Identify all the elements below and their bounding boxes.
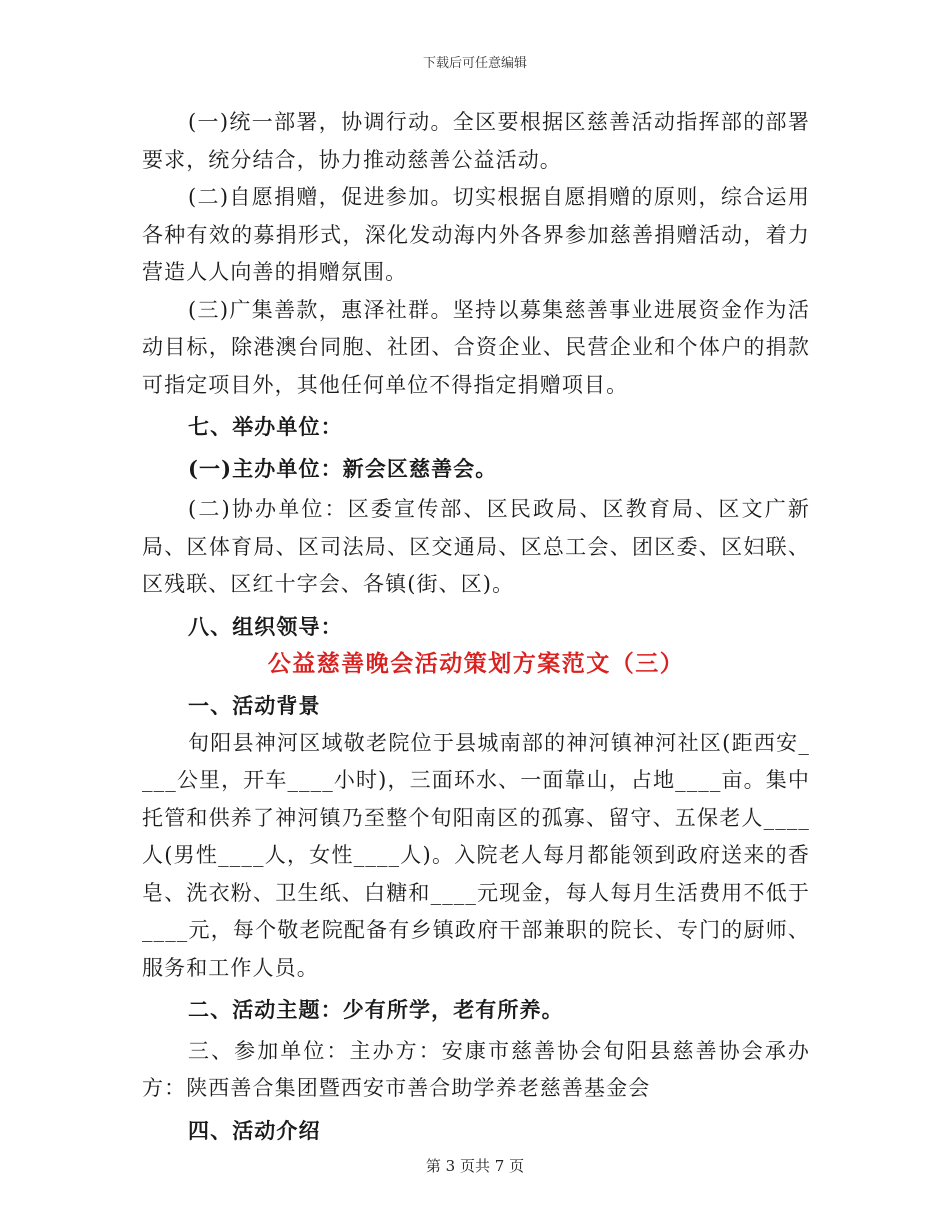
paragraph-co-organizers: (二)协办单位：区委宣传部、区民政局、区教育局、区文广新局、区体育局、区司法局、区交通局、区总工会、团区委、区妇联、区残联、区红十字会、各镇(街、区)。 (142, 497, 810, 596)
section-heading-background: 一、活动背景 (188, 693, 321, 718)
paragraph-background: 旬阳县神河区域敬老院位于县城南部的神河镇神河社区(距西安____公里，开车____小时)，三面环水、一面靠山，占地____亩。集中托管和供养了神河镇乃至整个旬阳南区的孤寡、留守、五保老人____人(男性____人，女性____人)。入院老人每月都能领到政府送来的香皂、洗衣粉、卫生纸、白糖和____元现金，每人每月生活费用不低于____元，每个敬老院配备有乡镇政府干部兼职的院长、专门的厨师、服务和工作人员。 (142, 730, 810, 980)
document-body (142, 104, 810, 1149)
paragraph-voluntary-donation: (二)自愿捐赠，促进参加。切实根据自愿捐赠的原则，综合运用各种有效的募捐形式，深化发动海内外各界参加慈善捐赠活动，着力营造人人向善的捐赠氛围。 (142, 185, 810, 284)
paragraph-participants: 三、参加单位：主办方：安康市慈善协会旬阳县慈善协会承办方：陕西善合集团暨西安市善合助学养老慈善基金会 (142, 1038, 810, 1100)
document-title: 公益慈善晚会活动策划方案范文（三） (267, 650, 685, 677)
paragraph-host-unit: (一)主办单位：新会区慈善会。 (188, 455, 498, 481)
paragraph-unified-deployment: (一)统一部署，协调行动。全区要根据区慈善活动指挥部的部署要求，统分结合，协力推动慈善公益活动。 (142, 110, 810, 172)
paragraph-fundraising: (三)广集善款，惠泽社群。坚持以募集慈善事业进展资金作为活动目标，除港澳台同胞、社团、合资企业、民营企业和个体户的捐款可指定项目外，其他任何单位不得指定捐赠项目。 (142, 297, 810, 397)
section-heading-organizers: 七、举办单位： (188, 414, 343, 439)
section-heading-theme: 二、活动主题：少有所学，老有所养。 (188, 997, 564, 1022)
section-heading-introduction: 四、活动介绍 (188, 1117, 321, 1143)
page-header: 下载后可任意编辑 (422, 56, 527, 71)
page-footer: 第 3 页共 7 页 (425, 1157, 525, 1175)
section-heading-leadership: 八、组织领导： (188, 613, 343, 639)
